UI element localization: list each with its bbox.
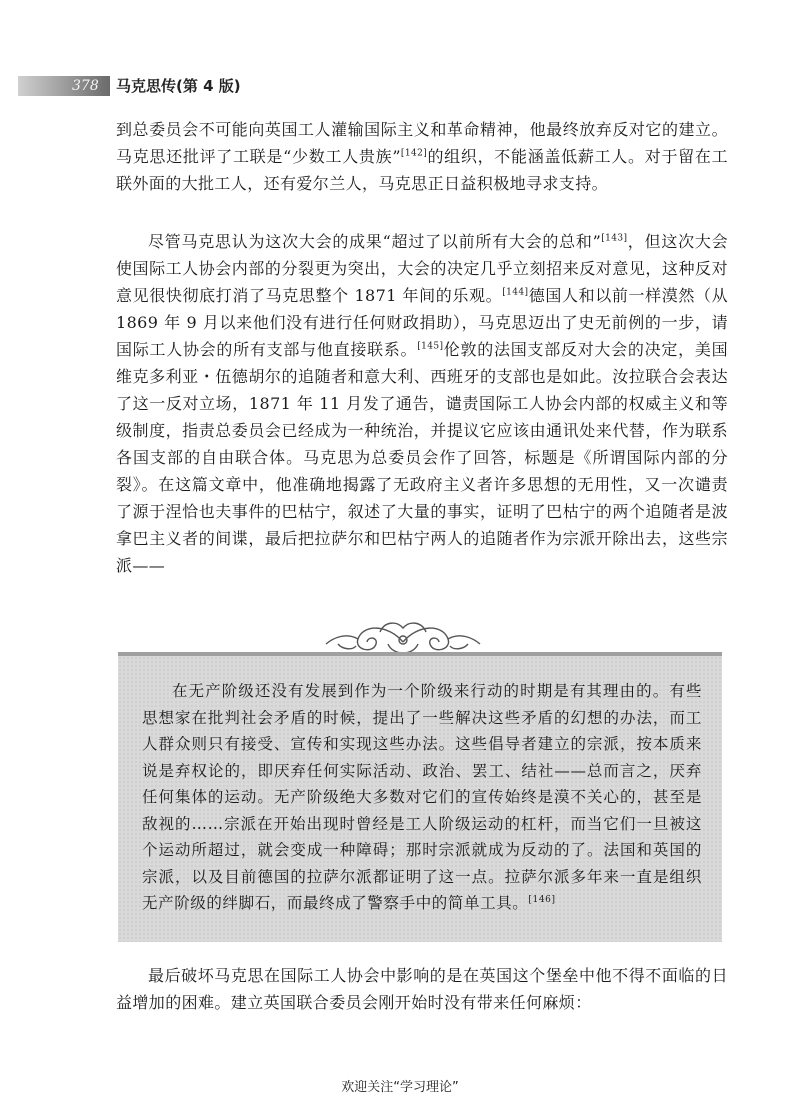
page-number: 378 <box>72 78 99 94</box>
running-title: 马克思传(第 4 版) <box>116 77 241 95</box>
footnote-ref: [145] <box>417 341 444 352</box>
footnote-ref: [143] <box>601 233 628 244</box>
block-quote <box>118 652 722 942</box>
footer-text: 欢迎关注“学习理论” <box>341 1080 459 1095</box>
footnote-ref: [144] <box>502 287 529 298</box>
text-run: 到总委员会不可能向英国工人灌输国际主义和革命精神，他最终放弃反对它的建立。马克思还批评了工联是“少数工人贵族” <box>116 120 728 166</box>
text-run: 德国人和以前一样漠然（从 1869 年 9 月以来他们没有进行任何财政捐助），马克思迈出了史无前例的一步，请国际工人协会的所有支部与他直接联系。 <box>116 286 728 359</box>
text-run: 的组织，不能涵盖低薪工人。对于留在工联外面的大批工人，还有爱尔兰人，马克思正日益积极地寻求支持。 <box>116 147 728 193</box>
footnote-ref: [146] <box>528 894 556 905</box>
text-run: 在无产阶级还没有发展到作为一个阶级来行动的时期是有其理由的。有些思想家在批判社会矛盾的时候，提出了一些解决这些矛盾的幻想的办法，而工人群众则只有接受、宣传和实现这些办法。这些倡导者建立的宗派，按本质来说是弃权论的，即厌弃任何实际活动、政治、罢工、结社——总而言之，厌弃任何集体的运动。无产阶级绝大多数对它们的宣传始终是漠不关心的，甚至是敌视的……宗派在开始出现时曾经是工人阶级运动的杠杆，而当它们一旦被这个运动所超过，就会变成一种障碍；那时宗派就成为反动的了。法国和英国的宗派，以及目前德国的拉萨尔派都证明了这一点。拉萨尔派多年来一直是组织无产阶级的绊脚石，而最终成了警察手中的简单工具。 <box>142 682 702 912</box>
text-run: ，但这次大会使国际工人协会内部的分裂更为突出，大会的决定几乎立刻招来反对意见，这种反对意见很快彻底打消了马克思整个 1871 年间的乐观。 <box>116 232 729 305</box>
text-run: 尽管马克思认为这次大会的成果“超过了以前所有大会的总和” <box>148 232 602 251</box>
paragraph-1 <box>116 116 728 197</box>
text-run: 最后破坏马克思在国际工人协会中影响的是在英国这个堡垒中他不得不面临的日益增加的困难。建立英国联合委员会刚开始时没有带来任何麻烦： <box>116 966 728 1012</box>
footnote-ref: [142] <box>400 148 428 159</box>
paragraph-2 <box>116 228 728 579</box>
text-run: 伦敦的法国支部反对大会的决定，美国维克多利亚・伍德胡尔的追随者和意大利、西班牙的支部也是如此。汝拉联合会表达了这一反对立场，1871 年 11 月发了通告，谴责国际工人协会内部的权威主义和等级制度，指责总委员会已经成为一种统治，并提议它应该由通讯处来代替，作为联系各国支部的自由联合体。马克思为总委员会作了回答，标题是《所谓国际内部的分裂》。在这篇文章中，他准确地揭露了无政府主义者许多思想的无用性，又一次谴责了源于涅恰也夫事件的巴枯宁，叙述了大量的事实，证明了巴枯宁的两个追随者是波拿巴主义者的间谍，最后把拉萨尔和巴枯宁两人的追随者作为宗派开除出去，这些宗派—— <box>116 340 728 575</box>
paragraph-3 <box>116 962 728 1016</box>
quote-text <box>142 678 702 917</box>
